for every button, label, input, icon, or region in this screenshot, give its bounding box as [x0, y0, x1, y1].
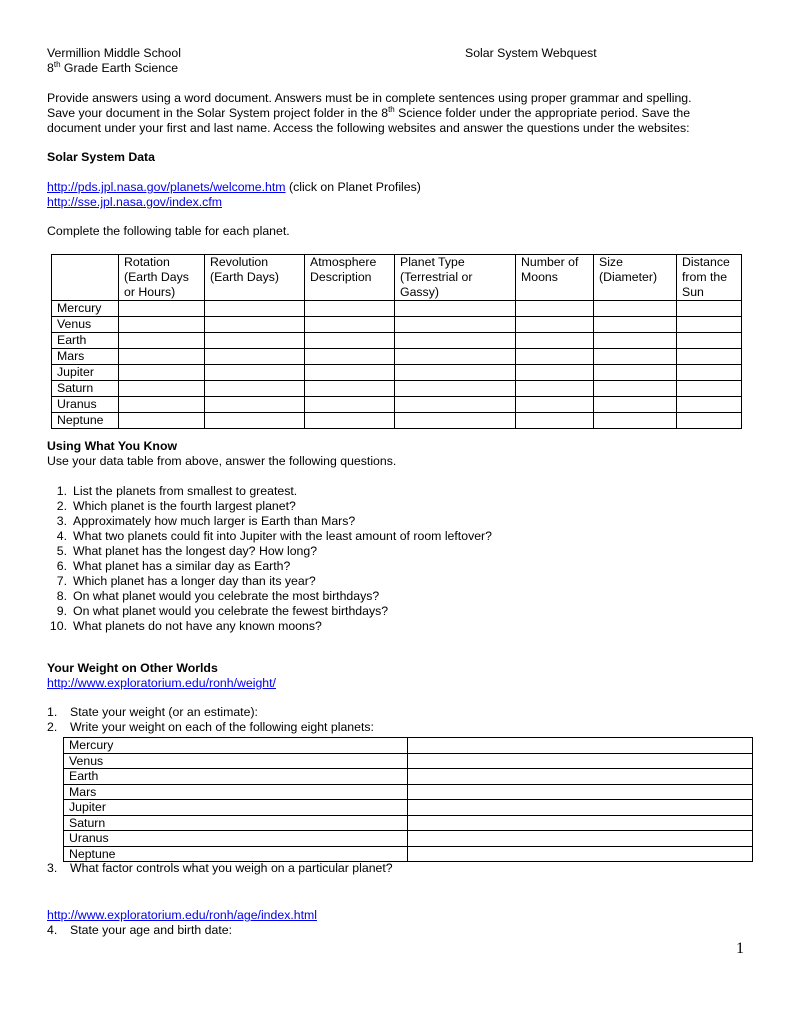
question-text: Which planet has a longer day than its year? [73, 574, 316, 588]
know-instruction: Use your data table from above, answer the following questions. [47, 454, 397, 468]
answer-cell[interactable] [119, 349, 205, 365]
question-number: 9. [56, 604, 67, 618]
question-number: 10. [49, 619, 67, 633]
header-distance: Distance from the Sun [677, 255, 742, 301]
weight-answer-cell[interactable] [408, 800, 753, 816]
document-title: Solar System Webquest [465, 46, 597, 60]
question-text: Which planet is the fourth largest planet? [73, 499, 296, 513]
question-number: 2. [56, 499, 67, 513]
table-row [52, 333, 742, 349]
answer-cell[interactable] [119, 317, 205, 333]
planet-name: Earth [64, 769, 408, 785]
table-row [52, 317, 742, 333]
list-item [47, 514, 492, 529]
answer-cell[interactable] [677, 301, 742, 317]
planet-data-table [51, 254, 742, 429]
planet-name: Mars [64, 784, 408, 800]
list-item [47, 529, 492, 544]
list-item [47, 574, 492, 589]
answer-cell[interactable] [677, 365, 742, 381]
answer-cell[interactable] [594, 381, 677, 397]
intro-paragraph [47, 91, 747, 136]
grade-line [47, 61, 178, 76]
answer-cell[interactable] [677, 317, 742, 333]
answer-cell[interactable] [305, 397, 395, 413]
intro-line-1: Provide answers using a word document. Answers must be in complete sentences using proper grammar and spelling. [47, 91, 692, 105]
answer-cell[interactable] [395, 317, 516, 333]
answer-cell[interactable] [119, 413, 205, 429]
answer-cell[interactable] [305, 381, 395, 397]
answer-cell[interactable] [205, 365, 305, 381]
question-number: 5. [56, 544, 67, 558]
header-moons: Number of Moons [516, 255, 594, 301]
question-text: On what planet would you celebrate the most birthdays? [73, 589, 380, 603]
header-planet-type: Planet Type (Terrestrial or Gassy) [395, 255, 516, 301]
planet-name: Uranus [64, 831, 408, 847]
planet-name: Mars [52, 349, 119, 365]
planet-name: Venus [52, 317, 119, 333]
answer-cell[interactable] [594, 349, 677, 365]
answer-cell[interactable] [205, 413, 305, 429]
planet-table-header-row [52, 255, 742, 301]
planet-name: Jupiter [64, 800, 408, 816]
question-text: What factor controls what you weigh on a particular planet? [70, 861, 393, 875]
know-question-list [47, 484, 492, 634]
answer-cell[interactable] [516, 333, 594, 349]
header-blank-cell [52, 255, 119, 301]
answer-cell[interactable] [677, 381, 742, 397]
intro-line-2a: Save your document in the Solar System project folder in the 8 [47, 106, 389, 120]
question-number: 2. [47, 720, 58, 734]
planet-name: Jupiter [52, 365, 119, 381]
answer-cell[interactable] [119, 397, 205, 413]
table-row [52, 365, 742, 381]
answer-cell[interactable] [594, 413, 677, 429]
question-number: 1. [47, 705, 58, 719]
question-number: 3. [56, 514, 67, 528]
intro-line-2b: Science folder under the appropriate period. Save the [394, 106, 691, 120]
header-size: Size (Diameter) [594, 255, 677, 301]
answer-cell[interactable] [395, 413, 516, 429]
table-instruction: Complete the following table for each planet. [47, 224, 290, 238]
answer-cell[interactable] [205, 301, 305, 317]
exploratorium-weight-link[interactable]: http://www.exploratorium.edu/ronh/weight/ [47, 676, 276, 690]
answer-cell[interactable] [305, 349, 395, 365]
answer-cell[interactable] [594, 365, 677, 381]
answer-cell[interactable] [395, 301, 516, 317]
weight-answer-cell[interactable] [408, 784, 753, 800]
answer-cell[interactable] [594, 333, 677, 349]
table-row [52, 301, 742, 317]
table-row [64, 769, 753, 785]
question-text: What planets do not have any known moons? [73, 619, 322, 633]
school-name: Vermillion Middle School [47, 46, 181, 60]
answer-cell[interactable] [395, 365, 516, 381]
question-text: On what planet would you celebrate the fewest birthdays? [73, 604, 389, 618]
answer-cell[interactable] [205, 317, 305, 333]
answer-cell[interactable] [395, 349, 516, 365]
answer-cell[interactable] [305, 333, 395, 349]
answer-cell[interactable] [677, 413, 742, 429]
table-row [64, 784, 753, 800]
table-row [64, 846, 753, 862]
planet-name: Mercury [64, 738, 408, 754]
answer-cell[interactable] [677, 333, 742, 349]
planet-name: Saturn [52, 381, 119, 397]
planet-name: Earth [52, 333, 119, 349]
answer-cell[interactable] [305, 365, 395, 381]
list-item [47, 484, 492, 499]
answer-cell[interactable] [516, 301, 594, 317]
question-text: State your age and birth date: [70, 923, 233, 937]
solar-system-data-heading: Solar System Data [47, 150, 155, 164]
table-row [64, 753, 753, 769]
weight-heading: Your Weight on Other Worlds [47, 661, 218, 675]
answer-cell[interactable] [205, 381, 305, 397]
weight-answer-cell[interactable] [408, 831, 753, 847]
age-question-4 [47, 923, 232, 938]
question-number: 8. [56, 589, 67, 603]
planet-profiles-note: (click on Planet Profiles) [285, 180, 421, 194]
answer-cell[interactable] [395, 381, 516, 397]
answer-cell[interactable] [119, 333, 205, 349]
answer-cell[interactable] [516, 397, 594, 413]
table-row [52, 349, 742, 365]
answer-cell[interactable] [205, 349, 305, 365]
planet-name: Uranus [52, 397, 119, 413]
list-item [47, 619, 492, 634]
planet-name: Saturn [64, 815, 408, 831]
answer-cell[interactable] [305, 413, 395, 429]
question-number: 1. [56, 484, 67, 498]
question-number: 3. [47, 861, 58, 875]
weight-link-line [47, 676, 276, 691]
answer-cell[interactable] [305, 301, 395, 317]
question-number: 7. [56, 574, 67, 588]
weight-answer-cell[interactable] [408, 846, 753, 862]
answer-cell[interactable] [677, 349, 742, 365]
planet-name: Neptune [52, 413, 119, 429]
list-item [47, 559, 492, 574]
answer-cell[interactable] [395, 333, 516, 349]
answer-cell[interactable] [594, 301, 677, 317]
question-text: List the planets from smallest to greatest. [73, 484, 298, 498]
intro-line-2 [47, 106, 747, 121]
weight-table [63, 737, 753, 862]
weight-question-1 [47, 705, 258, 720]
answer-cell[interactable] [516, 413, 594, 429]
page-number: 1 [736, 940, 744, 957]
weight-question-2 [47, 720, 374, 735]
question-number: 4. [47, 923, 58, 937]
answer-cell[interactable] [119, 365, 205, 381]
jpl-planets-link[interactable]: http://pds.jpl.nasa.gov/planets/welcome.htm [47, 180, 286, 194]
table-row [52, 413, 742, 429]
table-row [52, 397, 742, 413]
answer-cell[interactable] [516, 365, 594, 381]
weight-answer-cell[interactable] [408, 753, 753, 769]
answer-cell[interactable] [305, 317, 395, 333]
exploratorium-age-link[interactable]: http://www.exploratorium.edu/ronh/age/index.html [47, 908, 317, 922]
age-link-line [47, 908, 317, 923]
grade-subject: Grade Earth Science [60, 61, 179, 75]
question-number: 4. [56, 529, 67, 543]
answer-cell[interactable] [205, 397, 305, 413]
question-text: What planet has the longest day? How long? [73, 544, 318, 558]
planet-name: Neptune [64, 846, 408, 862]
answer-cell[interactable] [516, 317, 594, 333]
weight-answer-cell[interactable] [408, 815, 753, 831]
list-item [47, 604, 492, 619]
planet-profiles-line [47, 180, 421, 195]
planet-name: Venus [64, 753, 408, 769]
header-rotation: Rotation (Earth Days or Hours) [119, 255, 205, 301]
question-text: Approximately how much larger is Earth than Mars? [73, 514, 356, 528]
list-item [47, 589, 492, 604]
table-row [64, 831, 753, 847]
answer-cell[interactable] [395, 397, 516, 413]
answer-cell[interactable] [516, 349, 594, 365]
planet-name: Mercury [52, 301, 119, 317]
header-revolution: Revolution (Earth Days) [205, 255, 305, 301]
answer-cell[interactable] [119, 301, 205, 317]
answer-cell[interactable] [119, 381, 205, 397]
answer-cell[interactable] [677, 397, 742, 413]
table-row [52, 381, 742, 397]
answer-cell[interactable] [516, 381, 594, 397]
grade-number: 8 [47, 61, 54, 75]
list-item [47, 544, 492, 559]
answer-cell[interactable] [205, 333, 305, 349]
header-atmosphere: Atmosphere Description [305, 255, 395, 301]
table-row [64, 738, 753, 754]
table-row [64, 800, 753, 816]
answer-cell[interactable] [594, 317, 677, 333]
answer-cell[interactable] [594, 397, 677, 413]
intro-line-2-sup: th [388, 104, 395, 114]
intro-line-3: document under your first and last name. Access the following websites and answer the questions under the websites: [47, 121, 690, 135]
question-text: What two planets could fit into Jupiter with the least amount of room leftover? [73, 529, 492, 543]
list-item [47, 499, 492, 514]
question-number: 6. [56, 559, 67, 573]
table-row [64, 815, 753, 831]
using-what-you-know-heading: Using What You Know [47, 439, 178, 453]
question-text: State your weight (or an estimate): [70, 705, 258, 719]
question-text: Write your weight on each of the following eight planets: [70, 720, 374, 734]
weight-question-3 [47, 861, 393, 876]
grade-suffix: th [53, 59, 61, 69]
sse-jpl-link[interactable]: http://sse.jpl.nasa.gov/index.cfm [47, 195, 222, 209]
weight-answer-cell[interactable] [408, 738, 753, 754]
sse-link-line [47, 195, 222, 210]
weight-answer-cell[interactable] [408, 769, 753, 785]
question-text: What planet has a similar day as Earth? [73, 559, 291, 573]
